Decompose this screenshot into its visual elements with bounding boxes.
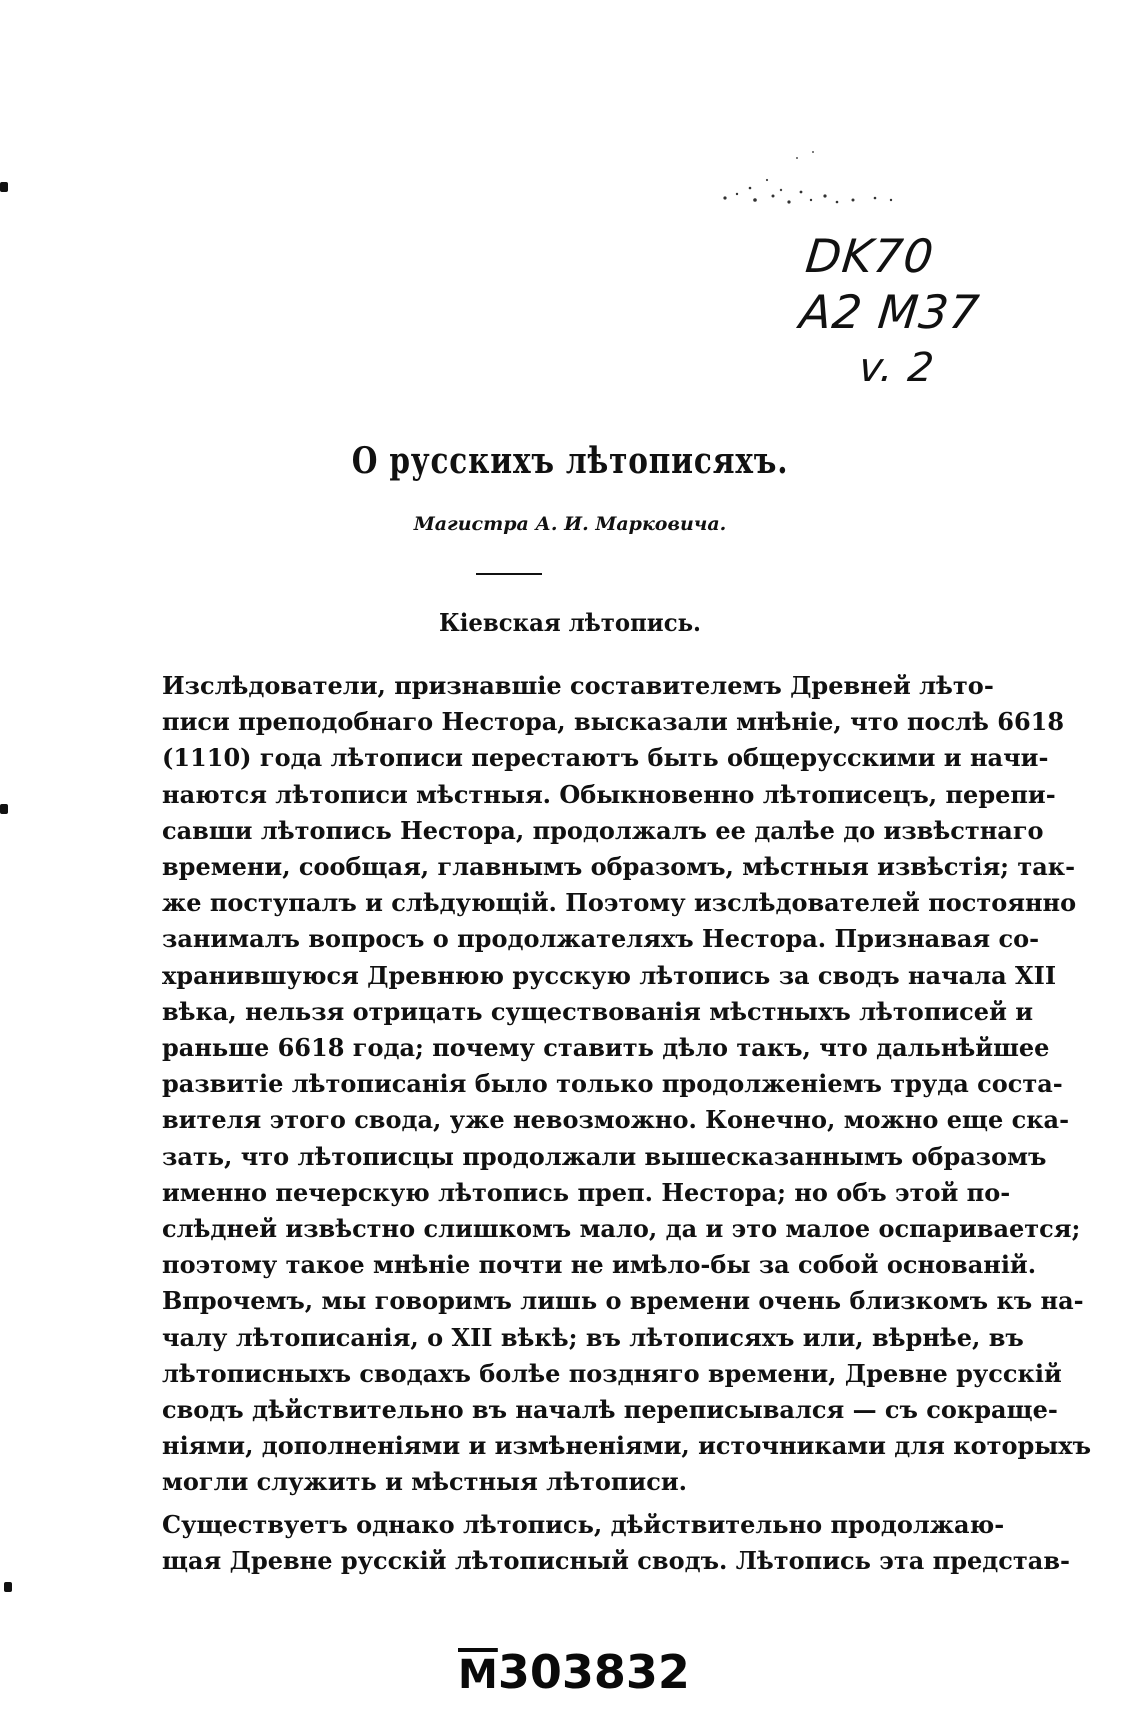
text-line: писи преподобнаго Нестора, высказали мнѣніе, что послѣ 6618 (162, 707, 1065, 737)
scan-speckle (715, 150, 915, 210)
body-text (162, 668, 1092, 1579)
edge-mark (4, 1582, 12, 1592)
call-number-line-2: A2 M37 (797, 285, 983, 339)
text-line: вителя этого свода, уже невозможно. Конечно, можно еще ска- (162, 1105, 1070, 1135)
text-line: щая Древне русскій лѣтописный сводъ. Лѣтопись эта представ- (162, 1545, 1070, 1575)
text-line: ніями, дополненіями и измѣненіями, источниками для которыхъ (162, 1431, 1092, 1461)
edge-mark (0, 804, 8, 814)
edge-mark (0, 182, 8, 192)
text-line: могли служить и мѣстныя лѣтописи. (162, 1467, 687, 1497)
text-line: лѣтописныхъ сводахъ болѣе поздняго времени, Древне русскій (162, 1358, 1062, 1388)
article-title: О русскихъ лѣтописяхъ. (351, 440, 789, 482)
text-line: занималъ вопросъ о продолжателяхъ Нестора. Признавая со- (162, 924, 1040, 954)
section-title: Кіевская лѣтопись. (439, 608, 701, 637)
text-line: наются лѣтописи мѣстныя. Обыкновенно лѣтописецъ, перепи- (162, 779, 1056, 809)
stamp-prefix: $\overline{M}$ (458, 1652, 498, 1698)
call-number-line-1: DK70 (803, 229, 937, 283)
text-line: чалу лѣтописанія, о XII вѣкѣ; въ лѣтописяхъ или, вѣрнѣе, въ (162, 1322, 1024, 1352)
text-line: Изслѣдователи, признавшіе составителемъ Древней лѣто- (162, 671, 994, 700)
text-line: (1110) года лѣтописи перестаютъ быть общерусскими и начи- (162, 743, 1049, 773)
call-number-line-3: v. 2 (856, 345, 937, 391)
text-line: хранившуюся Древнюю русскую лѣтопись за сводъ начала XII (162, 960, 1057, 990)
inventory-stamp (458, 1645, 698, 1699)
text-line: раньше 6618 года; почему ставить дѣло такъ, что дальнѣйшее (162, 1033, 1050, 1063)
text-line: слѣдней извѣстно слишкомъ мало, да и это малое оспаривается; (162, 1214, 1081, 1244)
text-line: вѣка, нельзя отрицать существованія мѣстныхъ лѣтописей и (162, 996, 1034, 1026)
stamp-number: 303832 (497, 1645, 690, 1699)
title-divider (476, 573, 542, 575)
text-line: поэтому такое мнѣніе почти не имѣло-бы за собой основаній. (162, 1250, 1037, 1280)
text-line: развитіе лѣтописанія было только продолженіемъ труда соста- (162, 1069, 1063, 1099)
handwritten-call-number (791, 228, 1009, 396)
text-line: же поступалъ и слѣдующій. Поэтому изслѣдователей постоянно (162, 888, 1077, 918)
text-line: Впрочемъ, мы говоримъ лишь о времени очень близкомъ къ на- (162, 1286, 1084, 1316)
text-line: зать, что лѣтописцы продолжали вышесказаннымъ образомъ (162, 1141, 1047, 1171)
text-line: времени, сообщая, главнымъ образомъ, мѣстныя извѣстія; так- (162, 852, 1076, 882)
text-line: сводъ дѣйствительно въ началѣ переписывался — съ сокраще- (162, 1395, 1058, 1425)
text-line: Существуетъ однако лѣтопись, дѣйствительно продолжаю- (162, 1509, 1005, 1539)
text-line: савши лѣтопись Нестора, продолжалъ ее далѣе до извѣстнаго (162, 815, 1044, 845)
author-line: Магистра А. И. Марковича. (413, 513, 727, 535)
text-line: именно печерскую лѣтопись преп. Нестора; но объ этой по- (162, 1177, 1011, 1207)
